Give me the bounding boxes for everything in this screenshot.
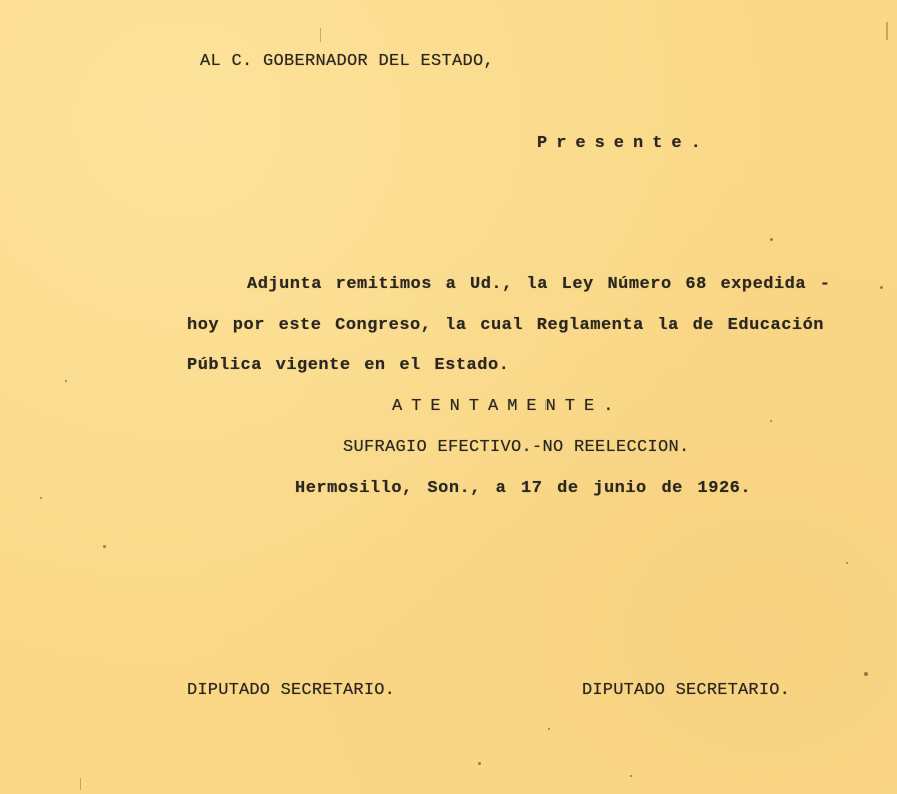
paper-speck bbox=[846, 562, 848, 564]
greeting-line: Presente. bbox=[537, 134, 710, 153]
addressee-line: AL C. GOBERNADOR DEL ESTADO, bbox=[200, 52, 495, 71]
signature-right: DIPUTADO SECRETARIO. bbox=[582, 681, 791, 700]
paper-speck bbox=[548, 728, 550, 730]
closing-line: ATENTAMENTE. bbox=[392, 397, 623, 416]
paper-speck bbox=[880, 286, 883, 289]
body-line-2: hoy por este Congreso, la cual Reglamenta la de Educación bbox=[187, 316, 824, 335]
paper-speck bbox=[103, 545, 106, 548]
body-line-1: Adjunta remitimos a Ud., la Ley Número 68 expedida - bbox=[247, 275, 831, 294]
paper-mark bbox=[80, 778, 81, 790]
paper-speck bbox=[40, 497, 42, 499]
paper-speck bbox=[770, 420, 772, 422]
paper-mark bbox=[886, 22, 888, 40]
paper-speck bbox=[770, 238, 773, 241]
place-date-line: Hermosillo, Son., a 17 de junio de 1926. bbox=[295, 479, 752, 498]
paper-speck bbox=[630, 775, 632, 777]
paper-speck bbox=[65, 380, 67, 382]
motto-line: SUFRAGIO EFECTIVO.-NO REELECCION. bbox=[343, 438, 690, 457]
paper-mark bbox=[320, 28, 321, 42]
body-line-3: Pública vigente en el Estado. bbox=[187, 356, 510, 375]
paper-mark bbox=[545, 400, 546, 410]
signature-left: DIPUTADO SECRETARIO. bbox=[187, 681, 396, 700]
paper-speck bbox=[864, 672, 868, 676]
paper-speck bbox=[478, 762, 481, 765]
